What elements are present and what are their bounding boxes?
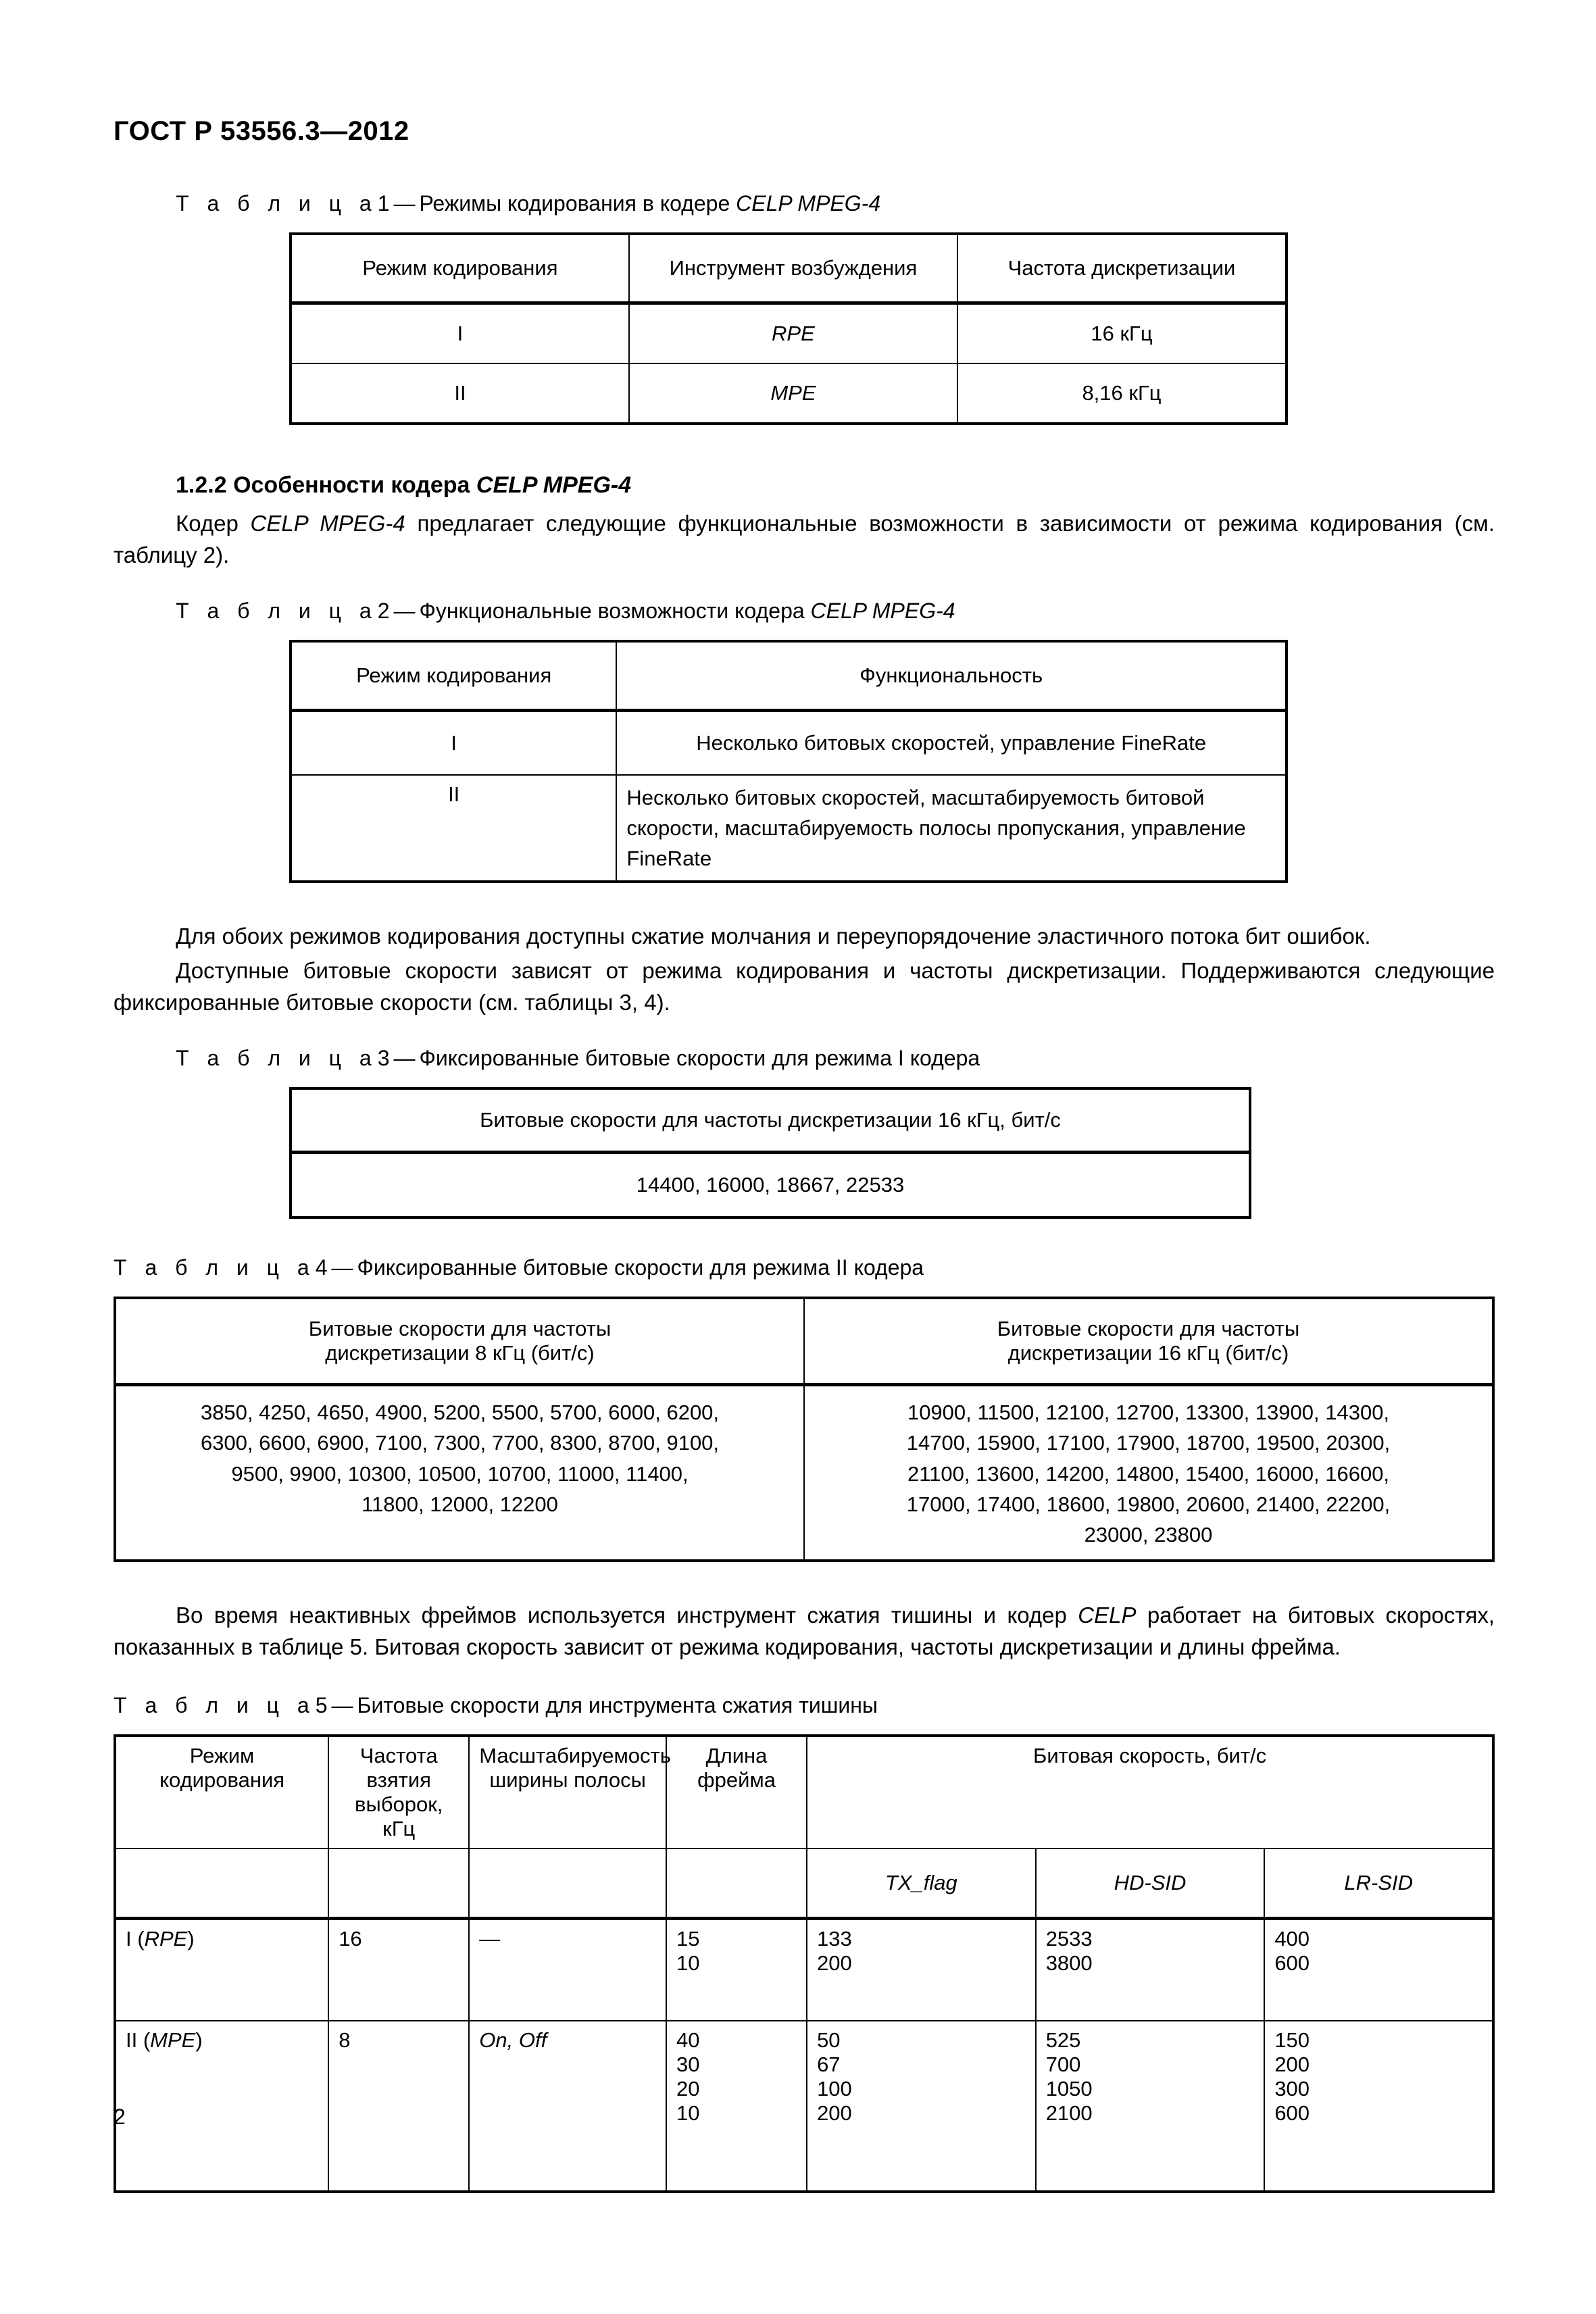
table-5-header-mode-l2: кодирования xyxy=(159,1767,285,1792)
table-5-r2-scalability: On, Off xyxy=(469,2021,666,2192)
table-2-r1-mode: I xyxy=(291,710,616,775)
table-5-caption xyxy=(114,1693,1495,1718)
section-paragraph-part-b: предлагает следующие функциональные возможности в зависимости от режима кодирования (см. таблицу 2). xyxy=(114,511,1495,568)
table-5-r1-scalability: — xyxy=(469,1918,666,2021)
table-3-caption xyxy=(176,1046,1495,1071)
paragraph-silence-italic: CELP xyxy=(1078,1603,1137,1628)
section-title-italic: CELP MPEG-4 xyxy=(476,472,632,498)
table-3-body xyxy=(291,1153,1250,1218)
section-paragraph-part-a: Кодер xyxy=(176,511,251,536)
table-5-header-freq-l3: выборок, кГц xyxy=(355,1792,443,1840)
table-4-values-right-line: 10900, 11500, 12100, 12700, 13300, 13900, 14300, xyxy=(907,1401,1390,1425)
table-1-caption-dash: — xyxy=(393,191,416,216)
table-1-header-freq: Частота дискретизации xyxy=(957,234,1287,303)
table-5-r1-mode-italic: RPE xyxy=(144,1926,188,1951)
table-5-header-scalability xyxy=(469,1736,671,1848)
paragraph-silence-part-a: Во время неактивных фреймов используется инструмент сжатия тишины и кодер xyxy=(176,1603,1078,1628)
table-5-r2-mode-italic: MPE xyxy=(150,2028,196,2052)
table-5-r1-lrsid-value: 600 xyxy=(1274,1951,1310,1975)
table-2-caption-dash: — xyxy=(393,598,416,623)
table-5-r2-framelength: 10 xyxy=(676,2101,700,2125)
table-5-body xyxy=(115,1918,1493,2192)
table-2-caption-italic: CELP MPEG-4 xyxy=(810,598,955,623)
document-standard-header: ГОСТ Р 53556.3—2012 xyxy=(114,116,409,146)
table-5-r1-txflag xyxy=(807,1918,1036,2021)
table-5-subheader-tx-flag: TX_flag xyxy=(807,1848,1036,1919)
table-5-r2-framelength: 30 xyxy=(676,2052,700,2076)
table-5-subheader-blank-4 xyxy=(666,1848,807,1919)
table-1-r1-tool: RPE xyxy=(629,303,957,364)
table-5-header-bitrate: Битовая скорость, бит/с xyxy=(807,1736,1493,1848)
table-4-header-left-line2: дискретизации 8 кГц (бит/с) xyxy=(325,1341,595,1365)
table-3-caption-text: Фиксированные битовые скорости для режима I кодера xyxy=(419,1046,980,1071)
table-5-r2-mode xyxy=(115,2021,328,2192)
table-5-header-freq-l1: Частота xyxy=(359,1743,438,1767)
table-5-header-freq-l2: взятия xyxy=(366,1767,431,1792)
table-3-header-row xyxy=(291,1088,1250,1153)
table-4-header-right-line1: Битовые скорости для частоты xyxy=(997,1317,1300,1341)
table-2-header-functionality: Функциональность xyxy=(616,641,1287,711)
table-5 xyxy=(114,1734,1495,2193)
table-5-r2-lrsid-value: 600 xyxy=(1274,2101,1310,2125)
table-4-head xyxy=(115,1298,1493,1385)
table-1-caption-text: Режимы кодирования в кодере xyxy=(419,191,737,216)
table-5-r2-hdsid-value: 2100 xyxy=(1045,2101,1093,2125)
table-3-caption-number: 3 xyxy=(377,1046,390,1071)
paragraph-both-modes: Для обоих режимов кодирования доступны сжатие молчания и переупорядочение эластичного потока бит ошибок. xyxy=(176,924,1371,949)
table-3-header: Битовые скорости для частоты дискретизации 16 кГц, бит/с xyxy=(291,1088,1250,1153)
table-4-header-right-line2: дискретизации 16 кГц (бит/с) xyxy=(1007,1341,1289,1365)
table-5-header-freq xyxy=(328,1736,469,1848)
table-4-header-row xyxy=(115,1298,1493,1385)
table-5-head xyxy=(115,1736,1493,1919)
table-5-r2-hdsid-value: 700 xyxy=(1045,2052,1081,2076)
table-2-head xyxy=(291,641,1287,711)
section-heading xyxy=(114,472,1495,499)
table-4-body xyxy=(115,1385,1493,1561)
table-5-r1-txflag-value: 200 xyxy=(817,1951,852,1975)
table-1-caption-word: Т а б л и ц а xyxy=(176,191,378,216)
table-2-caption-word: Т а б л и ц а xyxy=(176,598,378,623)
paragraph-silence-compression xyxy=(114,1600,1495,1663)
table-5-header-scal-l1: Масштабируемость xyxy=(479,1743,671,1767)
table-5-caption-word: Т а б л и ц а xyxy=(114,1692,316,1717)
table-4-header-left-line1: Битовые скорости для частоты xyxy=(308,1317,612,1341)
table-5-header-row xyxy=(115,1736,1493,1848)
table-4-header-right xyxy=(804,1298,1493,1385)
table-4-values-left-line: 11800, 12000, 12200 xyxy=(361,1492,558,1516)
table-4-caption-word: Т а б л и ц а xyxy=(114,1255,316,1280)
table-1-caption xyxy=(176,191,1495,216)
table-5-header-mode-l1: Режим xyxy=(189,1743,255,1767)
table-1-header-row xyxy=(291,234,1287,303)
table-5-subheader-hd-sid: HD-SID xyxy=(1036,1848,1265,1919)
table-5-r1-framelength: 10 xyxy=(676,1951,700,1975)
section-paragraph-italic: CELP MPEG-4 xyxy=(250,511,405,536)
table-4-values-right-line: 14700, 15900, 17100, 17900, 18700, 19500, 20300, xyxy=(906,1431,1391,1455)
table-row xyxy=(115,1918,1493,2021)
table-row xyxy=(291,1153,1250,1218)
table-1-r1-mode: I xyxy=(291,303,629,364)
table-1-caption-number: 1 xyxy=(377,191,390,216)
table-2-caption-number: 2 xyxy=(377,598,390,623)
table-5-subheader-blank-2 xyxy=(328,1848,469,1919)
table-1-header-mode: Режим кодирования xyxy=(291,234,629,303)
table-row xyxy=(291,303,1287,364)
table-4-values-right-line: 23000, 23800 xyxy=(1084,1523,1213,1547)
table-5-r2-framelengths xyxy=(666,2021,807,2192)
table-2-r2-mode: II xyxy=(291,775,616,882)
table-4-caption-dash: — xyxy=(331,1255,353,1280)
table-4-caption-text: Фиксированные битовые скорости для режима II кодера xyxy=(357,1255,924,1280)
table-row xyxy=(291,775,1287,882)
table-1-header-tool: Инструмент возбуждения xyxy=(629,234,957,303)
table-5-subheader-row xyxy=(115,1848,1493,1919)
table-5-r1-hdsid-value: 2533 xyxy=(1045,1926,1093,1951)
table-2-header-mode: Режим кодирования xyxy=(291,641,616,711)
table-row xyxy=(115,2021,1493,2192)
table-5-r1-freq: 16 xyxy=(328,1918,469,2021)
table-4-values-left-line: 3850, 4250, 4650, 4900, 5200, 5500, 5700, 6000, 6200, xyxy=(200,1401,720,1425)
page-content xyxy=(114,0,1495,2193)
table-5-r2-hdsid-value: 525 xyxy=(1045,2028,1081,2052)
table-5-r2-hdsid xyxy=(1036,2021,1265,2192)
table-5-r2-freq: 8 xyxy=(328,2021,469,2192)
table-2-r1-functionality: Несколько битовых скоростей, управление FineRate xyxy=(616,710,1287,775)
table-3 xyxy=(289,1087,1251,1219)
table-5-r2-txflag-value: 67 xyxy=(817,2052,841,2076)
table-5-r1-framelengths xyxy=(666,1918,807,2021)
table-5-r2-mode-suffix: ) xyxy=(195,2028,203,2052)
table-5-subheader-blank-3 xyxy=(469,1848,666,1919)
paragraph-silence-part-b: работает на битовых скоростях, показанных в таблице 5. Битовая скорость зависит от режима кодирования, частоты дискретизации и длины фрейма. xyxy=(114,1603,1495,1659)
table-4-values-right-line: 21100, 13600, 14200, 14800, 15400, 16000, 16600, xyxy=(907,1461,1390,1486)
table-5-header-scal-l2: ширины полосы xyxy=(489,1767,646,1792)
table-5-r2-hdsid-value: 1050 xyxy=(1045,2076,1093,2101)
table-1-head xyxy=(291,234,1287,303)
table-2-caption-text: Функциональные возможности кодера xyxy=(419,598,811,623)
table-5-r1-txflag-value: 133 xyxy=(817,1926,852,1951)
table-5-r2-txflag-value: 200 xyxy=(817,2101,852,2125)
table-5-r1-lrsid-value: 400 xyxy=(1274,1926,1310,1951)
table-2-r2-functionality: Несколько битовых скоростей, масштабируемость битовой скорости, масштабируемость полосы пропускания, управление FineRate xyxy=(616,775,1287,882)
table-1-caption-italic: CELP MPEG-4 xyxy=(736,191,881,216)
table-5-header-mode xyxy=(115,1736,328,1848)
section-title: Особенности кодера xyxy=(233,472,476,498)
table-5-r2-txflag xyxy=(807,2021,1036,2192)
table-4-values-right-line: 17000, 17400, 18600, 19800, 20600, 21400, 22200, xyxy=(906,1492,1391,1516)
table-5-r1-hdsid xyxy=(1036,1918,1265,2021)
table-5-r2-mode-prefix: II ( xyxy=(126,2028,151,2052)
table-5-r2-txflag-value: 50 xyxy=(817,2028,841,2052)
table-row xyxy=(291,710,1287,775)
section-paragraph xyxy=(114,508,1495,572)
table-3-head xyxy=(291,1088,1250,1153)
table-5-r1-mode-prefix: I ( xyxy=(126,1926,145,1951)
table-2-body xyxy=(291,710,1287,882)
table-4-values-left-line: 9500, 9900, 10300, 10500, 10700, 11000, 11400, xyxy=(231,1461,689,1486)
table-5-r2-lrsid-value: 200 xyxy=(1274,2052,1310,2076)
table-row xyxy=(291,363,1287,424)
table-4-caption-number: 4 xyxy=(315,1255,328,1280)
table-1-r2-freq: 8,16 кГц xyxy=(957,363,1287,424)
page-number: 2 xyxy=(114,2105,126,2129)
table-1 xyxy=(289,232,1288,425)
table-5-r1-mode xyxy=(115,1918,328,2021)
table-5-caption-dash: — xyxy=(331,1692,353,1717)
table-5-r2-lrsid-value: 300 xyxy=(1274,2076,1310,2101)
table-2 xyxy=(289,640,1288,884)
table-4 xyxy=(114,1297,1495,1562)
table-3-caption-word: Т а б л и ц а xyxy=(176,1046,378,1071)
table-4-values-right xyxy=(804,1385,1493,1561)
table-4-values-left-line: 6300, 6600, 6900, 7100, 7300, 7700, 8300, 8700, 9100, xyxy=(200,1431,720,1455)
table-5-subheader-blank-1 xyxy=(115,1848,328,1919)
table-5-caption-text: Битовые скорости для инструмента сжатия тишины xyxy=(357,1692,878,1717)
table-5-r1-mode-suffix: ) xyxy=(187,1926,195,1951)
table-3-caption-dash: — xyxy=(393,1046,416,1071)
table-5-caption-number: 5 xyxy=(315,1692,328,1717)
table-1-r1-freq: 16 кГц xyxy=(957,303,1287,364)
table-5-r2-lrsid-value: 150 xyxy=(1274,2028,1310,2052)
table-5-r1-lrsid xyxy=(1264,1918,1493,2021)
table-1-body xyxy=(291,303,1287,424)
paragraph-available-bitrates: Доступные битовые скорости зависят от режима кодирования и частоты дискретизации. Поддерживаются следующие фиксированные битовые скорости (см. таблицы 3, 4). xyxy=(114,958,1495,1015)
table-2-caption xyxy=(176,599,1495,624)
table-3-values: 14400, 16000, 18667, 22533 xyxy=(291,1153,1250,1218)
table-5-r2-lrsid xyxy=(1264,2021,1493,2192)
table-5-r2-framelength: 20 xyxy=(676,2076,700,2101)
table-2-header-row xyxy=(291,641,1287,711)
table-1-r2-tool: MPE xyxy=(629,363,957,424)
table-5-r1-hdsid-value: 3800 xyxy=(1045,1951,1093,1975)
table-4-header-left xyxy=(115,1298,804,1385)
table-row xyxy=(115,1385,1493,1561)
table-5-header-framelength: Длина фрейма xyxy=(666,1736,807,1848)
section-number: 1.2.2 xyxy=(176,472,234,498)
table-5-r2-txflag-value: 100 xyxy=(817,2076,852,2101)
table-4-values-left xyxy=(115,1385,804,1561)
table-5-subheader-lr-sid: LR-SID xyxy=(1264,1848,1493,1919)
table-1-r2-mode: II xyxy=(291,363,629,424)
table-5-r2-framelength: 40 xyxy=(676,2028,700,2052)
table-5-r1-framelength: 15 xyxy=(676,1926,700,1951)
table-4-caption xyxy=(114,1255,1495,1280)
